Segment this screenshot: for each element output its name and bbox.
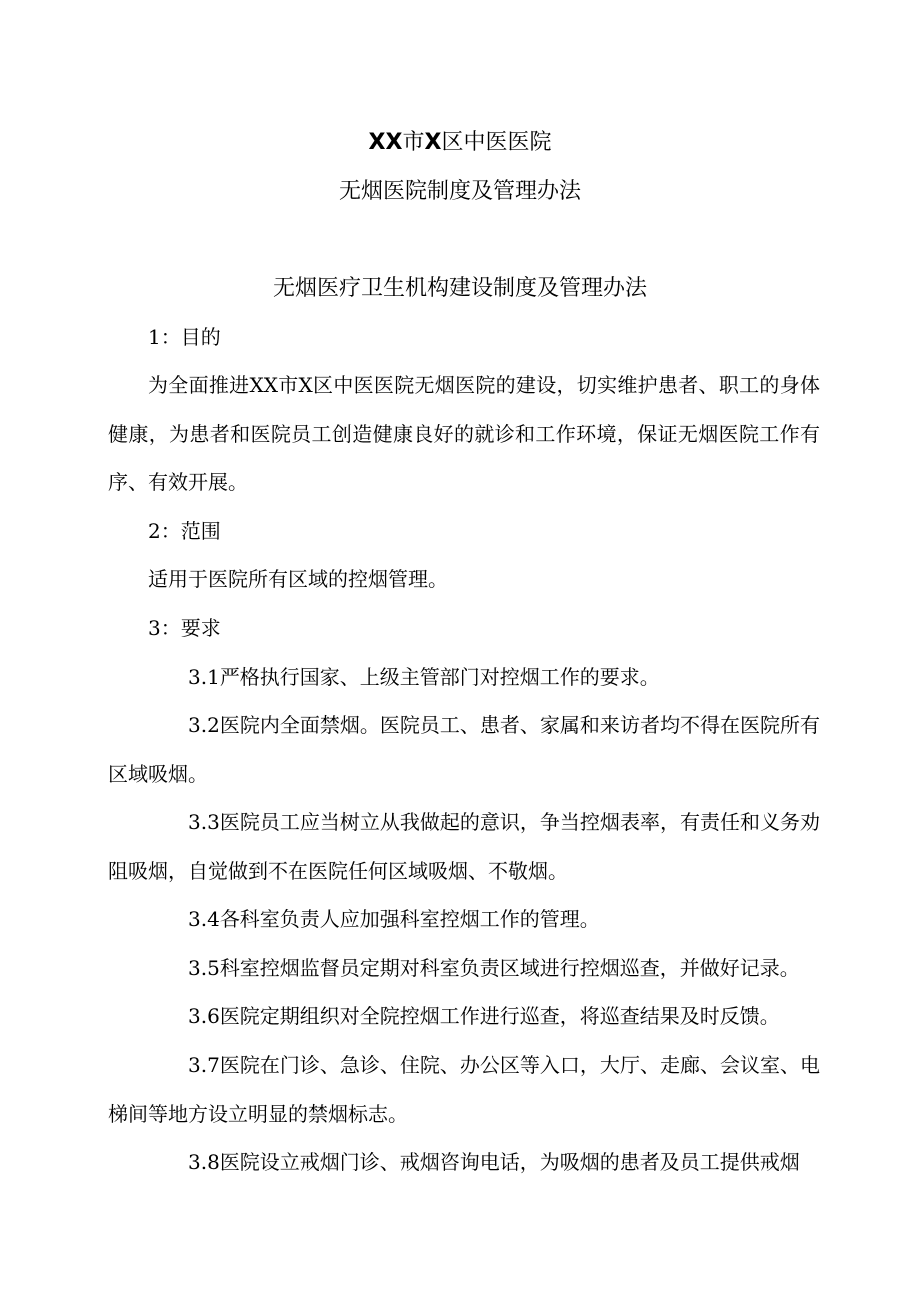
document-title [0,129,920,157]
requirement-number: 3.1 [188,665,220,689]
requirement-item [108,701,820,798]
requirement-item [108,895,820,944]
requirement-number: 3.3 [188,810,220,834]
requirement-item [108,798,820,895]
requirement-text: 医院设立戒烟门诊、戒烟咨询电话，为吸烟的患者及员工提供戒烟 [219,1150,800,1174]
section-3-heading: 3：要求 [148,616,221,640]
requirement-text: 医院员工应当树立从我做起的意识，争当控烟表率，有责任和义务劝阻吸烟，自觉做到不在医院任何区域吸烟、不敬烟。 [108,810,820,883]
requirement-number: 3.7 [188,1053,220,1077]
section-2-heading: 2：范围 [148,519,221,543]
requirement-item [108,944,820,993]
requirement-number: 3.4 [188,907,220,931]
requirement-text: 医院定期组织对全院控烟工作进行巡查，将巡查结果及时反馈。 [219,1004,780,1028]
title-xx: XX [368,130,403,155]
title-x: X [424,130,442,155]
requirement-number: 3.8 [188,1150,220,1174]
requirement-item [108,1138,820,1187]
requirement-text: 医院内全面禁烟。医院员工、患者、家属和来访者均不得在医院所有区域吸烟。 [108,713,820,786]
requirement-text: 各科室负责人应加强科室控烟工作的管理。 [219,907,600,931]
document-subtitle: 无烟医院制度及管理办法 [338,179,581,204]
section-1-body: 为全面推进XX市X区中医医院无烟医院的建设，切实维护患者、职工的身体健康，为患者和医院员工创造健康良好的就诊和工作环境，保证无烟医院工作有序、有效开展。 [108,373,820,494]
section-2-body: 适用于医院所有区域的控烟管理。 [148,567,448,591]
requirement-item [108,653,820,702]
requirement-text: 医院在门诊、急诊、住院、办公区等入口，大厅、走廊、会议室、电梯间等地方设立明显的禁烟标志。 [108,1053,820,1126]
title-hospital: 区中医医院 [441,130,552,155]
requirement-number: 3.6 [188,1004,220,1028]
requirement-item [108,992,820,1041]
requirement-text: 严格执行国家、上级主管部门对控烟工作的要求。 [219,665,660,689]
title-city: 市 [402,130,425,155]
section-title: 无烟医疗卫生机构建设制度及管理办法 [272,276,647,301]
section-1-heading: 1：目的 [148,325,221,349]
requirement-text: 科室控烟监督员定期对科室负责区域进行控烟巡查，并做好记录。 [219,956,800,980]
requirement-item [108,1041,820,1138]
requirement-number: 3.5 [188,956,220,980]
requirement-number: 3.2 [188,713,220,737]
